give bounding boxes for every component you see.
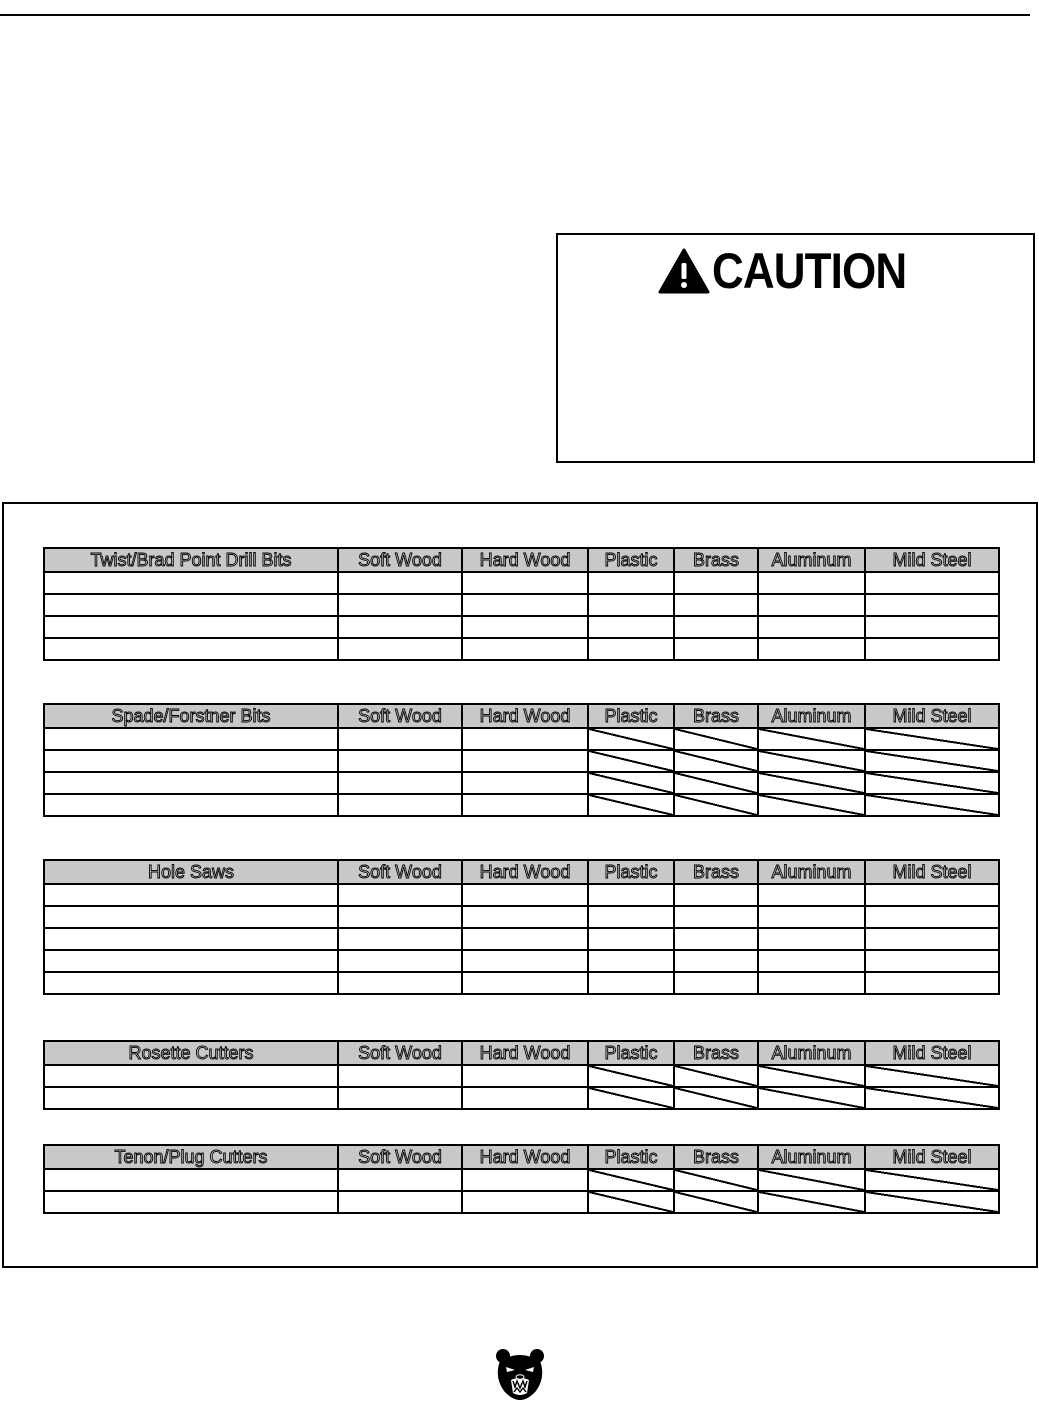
not-applicable-cell: [674, 772, 758, 794]
column-header: Mild Steel: [865, 1145, 999, 1169]
speed-cell: [338, 1087, 462, 1109]
column-header: Brass: [674, 860, 758, 884]
caution-header: [558, 243, 1033, 299]
not-applicable-cell: [588, 772, 674, 794]
speed-cell: [588, 638, 674, 660]
speed-cell: [338, 884, 462, 906]
speed-cell: [338, 772, 462, 794]
not-applicable-cell: [588, 794, 674, 816]
speed-cell: [44, 750, 338, 772]
speed-cell: [462, 1065, 588, 1087]
table-title: Hole Saws: [44, 860, 338, 884]
column-header: Aluminum: [758, 548, 865, 572]
speed-cell: [338, 794, 462, 816]
table-row: [44, 906, 999, 928]
not-applicable-cell: [758, 1169, 865, 1191]
speed-cell: [758, 928, 865, 950]
speed-cell: [865, 884, 999, 906]
speed-cell: [588, 906, 674, 928]
table-row: [44, 1065, 999, 1087]
column-header: Mild Steel: [865, 1041, 999, 1065]
speed-cell: [865, 572, 999, 594]
speed-cell: [674, 906, 758, 928]
speed-cell: [338, 1191, 462, 1213]
not-applicable-cell: [588, 750, 674, 772]
table-title: Spade/Forstner Bits: [44, 704, 338, 728]
speed-cell: [865, 906, 999, 928]
column-header: Hard Wood: [462, 860, 588, 884]
not-applicable-cell: [588, 1191, 674, 1213]
not-applicable-cell: [758, 1065, 865, 1087]
column-header: Soft Wood: [338, 704, 462, 728]
speed-cell: [44, 594, 338, 616]
speed-cell: [462, 1169, 588, 1191]
speed-cell: [674, 884, 758, 906]
table-row: [44, 928, 999, 950]
column-header: Plastic: [588, 1145, 674, 1169]
column-header: Mild Steel: [865, 704, 999, 728]
table-row: [44, 1169, 999, 1191]
speed-cell: [338, 728, 462, 750]
caution-title: CAUTION: [712, 243, 907, 299]
speed-cell: [44, 638, 338, 660]
not-applicable-cell: [865, 1065, 999, 1087]
column-header: Brass: [674, 704, 758, 728]
table-row: [44, 1191, 999, 1213]
speed-cell: [462, 594, 588, 616]
speed-table-tenon-plug-cutters: [43, 1144, 1000, 1214]
speed-cell: [865, 594, 999, 616]
table-row: [44, 728, 999, 750]
not-applicable-cell: [758, 794, 865, 816]
column-header: Brass: [674, 548, 758, 572]
speed-table-hole-saws: [43, 859, 1000, 995]
not-applicable-cell: [758, 728, 865, 750]
not-applicable-cell: [865, 794, 999, 816]
column-header: Mild Steel: [865, 860, 999, 884]
not-applicable-cell: [758, 1191, 865, 1213]
speed-cell: [44, 884, 338, 906]
speed-cell: [338, 928, 462, 950]
table-row: [44, 884, 999, 906]
speed-cell: [44, 928, 338, 950]
column-header: Plastic: [588, 548, 674, 572]
not-applicable-cell: [758, 772, 865, 794]
speed-cell: [674, 616, 758, 638]
speed-table-spade-forstner: [43, 703, 1000, 817]
speed-cell: [462, 794, 588, 816]
speed-cell: [44, 950, 338, 972]
speed-cell: [588, 884, 674, 906]
speed-cell: [44, 972, 338, 994]
speed-cell: [865, 950, 999, 972]
speed-cell: [462, 1087, 588, 1109]
column-header: Soft Wood: [338, 1041, 462, 1065]
speed-cell: [338, 972, 462, 994]
column-header: Plastic: [588, 1041, 674, 1065]
column-header: Brass: [674, 1145, 758, 1169]
caution-box: [556, 233, 1035, 463]
not-applicable-cell: [758, 1087, 865, 1109]
speed-cell: [338, 638, 462, 660]
column-header: Hard Wood: [462, 704, 588, 728]
table-header-row: [44, 1041, 999, 1065]
speed-cell: [758, 616, 865, 638]
not-applicable-cell: [588, 1087, 674, 1109]
table-row: [44, 750, 999, 772]
speed-cell: [338, 950, 462, 972]
table-title: Rosette Cutters: [44, 1041, 338, 1065]
table-row: [44, 772, 999, 794]
speed-cell: [588, 950, 674, 972]
top-rule: [0, 14, 1030, 16]
column-header: Mild Steel: [865, 548, 999, 572]
speed-cell: [865, 928, 999, 950]
speed-cell: [44, 772, 338, 794]
speed-cell: [338, 616, 462, 638]
speed-cell: [462, 1191, 588, 1213]
column-header: Soft Wood: [338, 548, 462, 572]
warning-triangle-icon: [658, 248, 710, 294]
speed-table-rosette-cutters: [43, 1040, 1000, 1110]
speed-cell: [462, 572, 588, 594]
table-row: [44, 794, 999, 816]
speed-cell: [462, 728, 588, 750]
table-row: [44, 594, 999, 616]
column-header: Aluminum: [758, 1145, 865, 1169]
speed-cell: [338, 906, 462, 928]
not-applicable-cell: [674, 1169, 758, 1191]
speed-cell: [758, 594, 865, 616]
speed-cell: [865, 972, 999, 994]
speed-cell: [338, 572, 462, 594]
speed-cell: [462, 928, 588, 950]
column-header: Soft Wood: [338, 860, 462, 884]
not-applicable-cell: [674, 794, 758, 816]
table-row: [44, 1087, 999, 1109]
not-applicable-cell: [588, 1065, 674, 1087]
not-applicable-cell: [865, 1191, 999, 1213]
speed-cell: [44, 728, 338, 750]
not-applicable-cell: [674, 1087, 758, 1109]
not-applicable-cell: [674, 1065, 758, 1087]
not-applicable-cell: [865, 1087, 999, 1109]
not-applicable-cell: [588, 728, 674, 750]
speed-cell: [588, 572, 674, 594]
column-header: Aluminum: [758, 860, 865, 884]
speed-cell: [44, 906, 338, 928]
speed-cell: [338, 750, 462, 772]
column-header: Hard Wood: [462, 1145, 588, 1169]
speed-cell: [44, 572, 338, 594]
speed-cell: [758, 972, 865, 994]
speed-cell: [674, 594, 758, 616]
speed-cell: [588, 928, 674, 950]
not-applicable-cell: [674, 750, 758, 772]
speed-cell: [338, 1065, 462, 1087]
speed-cell: [865, 638, 999, 660]
speed-cell: [588, 616, 674, 638]
speed-cell: [758, 950, 865, 972]
bear-head-icon: [494, 1347, 546, 1401]
not-applicable-cell: [674, 728, 758, 750]
speed-cell: [865, 616, 999, 638]
column-header: Hard Wood: [462, 548, 588, 572]
not-applicable-cell: [758, 750, 865, 772]
speed-cell: [674, 572, 758, 594]
speed-cell: [338, 1169, 462, 1191]
speed-cell: [588, 972, 674, 994]
column-header: Hard Wood: [462, 1041, 588, 1065]
not-applicable-cell: [674, 1191, 758, 1213]
speed-cell: [44, 1169, 338, 1191]
table-header-row: [44, 860, 999, 884]
speed-cell: [462, 772, 588, 794]
speed-cell: [758, 906, 865, 928]
not-applicable-cell: [865, 728, 999, 750]
table-header-row: [44, 1145, 999, 1169]
speed-cell: [674, 950, 758, 972]
not-applicable-cell: [865, 750, 999, 772]
speed-cell: [44, 794, 338, 816]
table-header-row: [44, 704, 999, 728]
column-header: Soft Wood: [338, 1145, 462, 1169]
table-row: [44, 572, 999, 594]
speed-cell: [674, 972, 758, 994]
not-applicable-cell: [865, 1169, 999, 1191]
table-row: [44, 616, 999, 638]
speed-table-drill-bits: [43, 547, 1000, 661]
speed-cell: [462, 750, 588, 772]
table-row: [44, 638, 999, 660]
not-applicable-cell: [588, 1169, 674, 1191]
table-title: Tenon/Plug Cutters: [44, 1145, 338, 1169]
column-header: Aluminum: [758, 1041, 865, 1065]
speed-cell: [758, 572, 865, 594]
speed-cell: [462, 950, 588, 972]
speed-cell: [44, 1065, 338, 1087]
speed-cell: [462, 906, 588, 928]
column-header: Plastic: [588, 860, 674, 884]
table-row: [44, 950, 999, 972]
column-header: Plastic: [588, 704, 674, 728]
speed-cell: [674, 638, 758, 660]
speed-cell: [44, 616, 338, 638]
table-row: [44, 972, 999, 994]
speed-cell: [462, 972, 588, 994]
column-header: Brass: [674, 1041, 758, 1065]
speed-cell: [674, 928, 758, 950]
speed-cell: [758, 638, 865, 660]
speed-cell: [338, 594, 462, 616]
speed-cell: [588, 594, 674, 616]
speed-cell: [44, 1087, 338, 1109]
not-applicable-cell: [865, 772, 999, 794]
speed-cell: [462, 638, 588, 660]
column-header: Aluminum: [758, 704, 865, 728]
speed-cell: [462, 616, 588, 638]
speed-cell: [758, 884, 865, 906]
table-header-row: [44, 548, 999, 572]
speed-cell: [44, 1191, 338, 1213]
table-title: Twist/Brad Point Drill Bits: [44, 548, 338, 572]
speed-cell: [462, 884, 588, 906]
